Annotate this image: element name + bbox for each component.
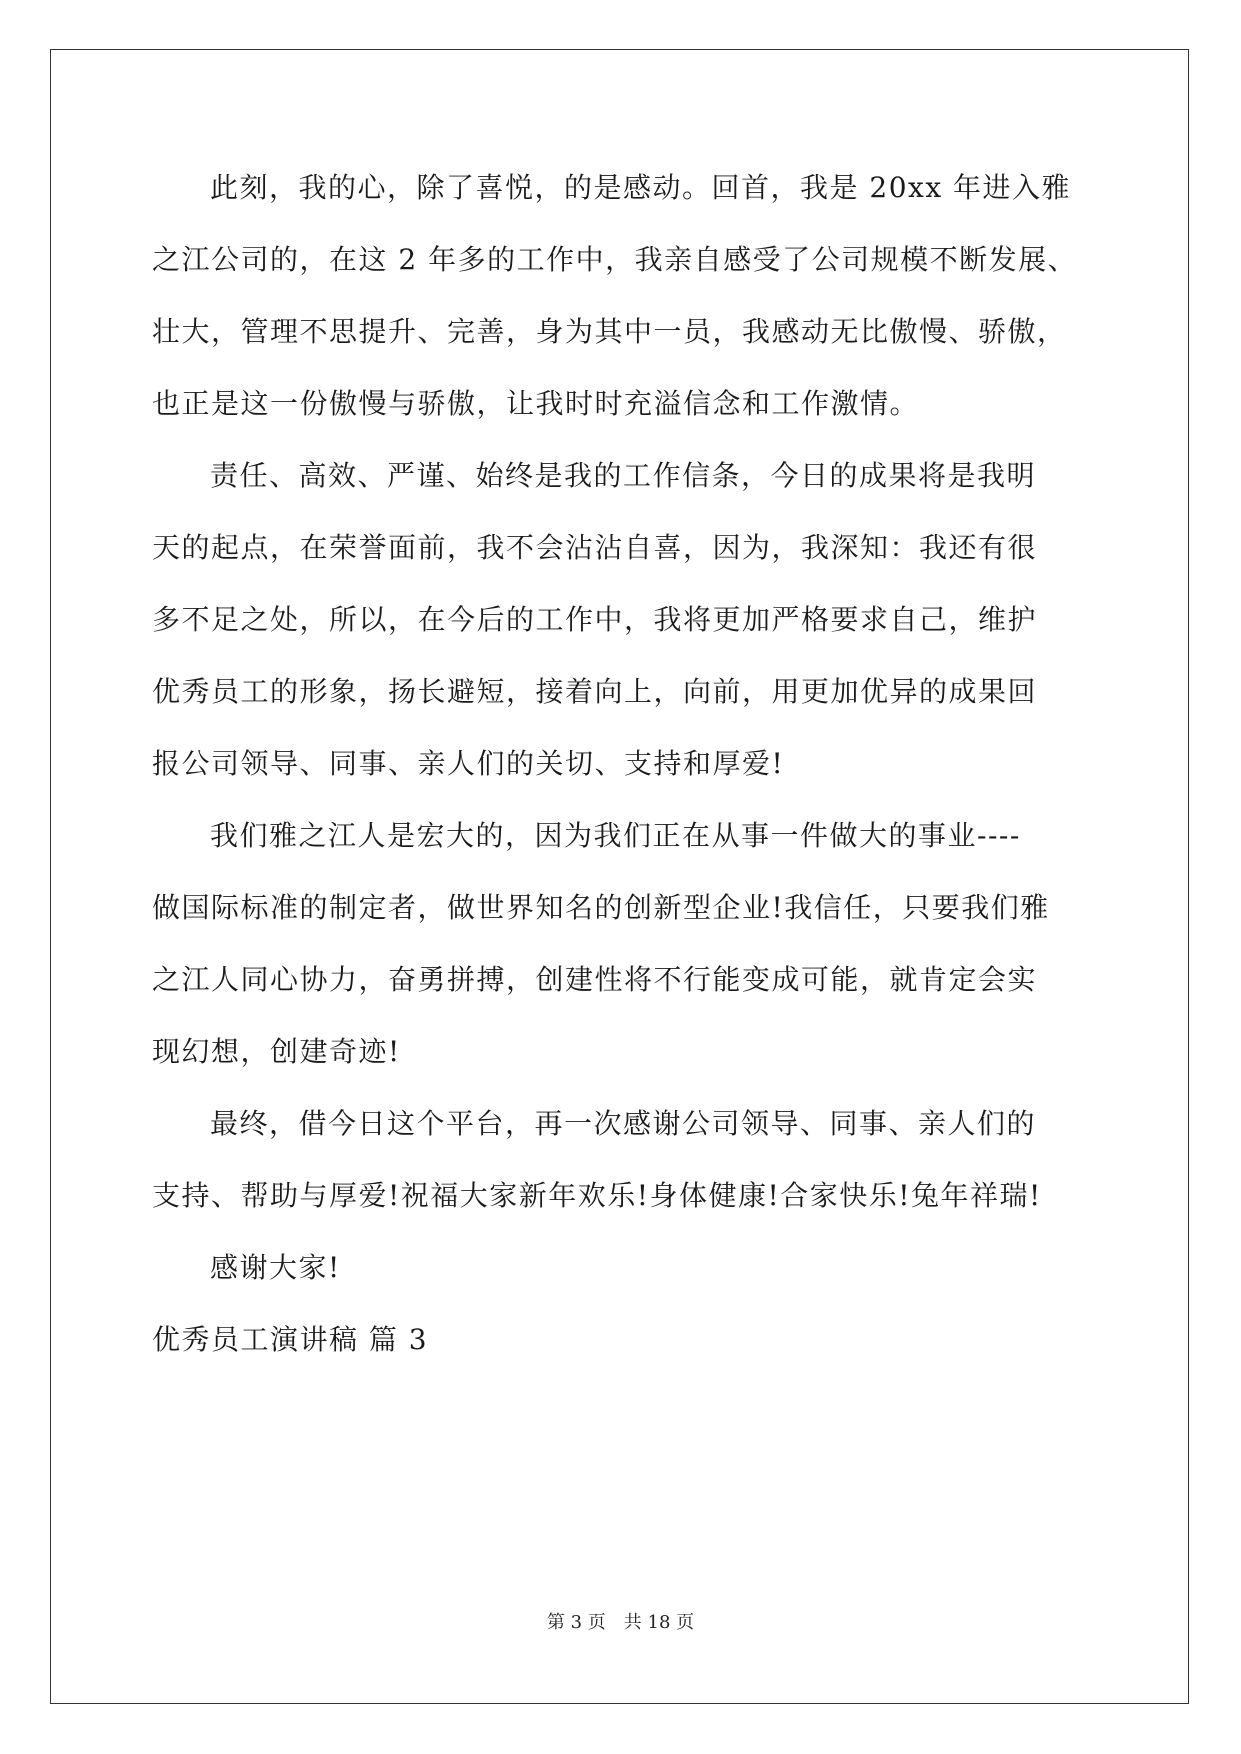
paragraph-line: 也正是这一份傲慢与骄傲，让我时时充溢信念和工作激情。 bbox=[152, 387, 920, 420]
paragraph-line: 此刻，我的心，除了喜悦，的是感动。回首，我是 20xx 年进入雅 bbox=[210, 171, 1072, 204]
paragraph-line: 之江人同心协力，奋勇拼搏，创建性将不行能变成可能，就肯定会实 bbox=[152, 963, 1038, 996]
page-number: 第 3 页 共 18 页 bbox=[546, 1612, 695, 1633]
paragraph-line: 报公司领导、同事、亲人们的关切、支持和厚爱! bbox=[152, 747, 785, 780]
page-footer bbox=[0, 1608, 1241, 1634]
paragraph-line: 现幻想，创建奇迹! bbox=[152, 1035, 401, 1068]
paragraph-line: 支持、帮助与厚爱!祝福大家新年欢乐!身体健康!合家快乐!兔年祥瑞! bbox=[152, 1179, 1042, 1212]
paragraph-line: 感谢大家! bbox=[210, 1251, 341, 1284]
paragraph-line: 之江公司的，在这 2 年多的工作中，我亲自感受了公司规模不断发展、 bbox=[152, 243, 1078, 276]
paragraph-line: 责任、高效、严谨、始终是我的工作信条，今日的成果将是我明 bbox=[210, 459, 1037, 492]
paragraph-line: 我们雅之江人是宏大的，因为我们正在从事一件做大的事业---- bbox=[210, 819, 1021, 852]
page-border bbox=[50, 49, 1189, 1704]
paragraph-line: 天的起点，在荣誉面前，我不会沾沾自喜，因为，我深知：我还有很 bbox=[152, 531, 1038, 564]
paragraph-line: 壮大，管理不思提升、完善，身为其中一员，我感动无比傲慢、骄傲， bbox=[152, 315, 1067, 348]
paragraph-line: 优秀员工的形象，扬长避短，接着向上，向前，用更加优异的成果回 bbox=[152, 675, 1038, 708]
section-heading: 优秀员工演讲稿 篇 3 bbox=[152, 1323, 429, 1356]
paragraph-line: 多不足之处，所以，在今后的工作中，我将更加严格要求自己，维护 bbox=[152, 603, 1038, 636]
paragraph-line: 最终，借今日这个平台，再一次感谢公司领导、同事、亲人们的 bbox=[210, 1107, 1037, 1140]
paragraph-line: 做国际标准的制定者，做世界知名的创新型企业!我信任，只要我们雅 bbox=[152, 891, 1050, 924]
